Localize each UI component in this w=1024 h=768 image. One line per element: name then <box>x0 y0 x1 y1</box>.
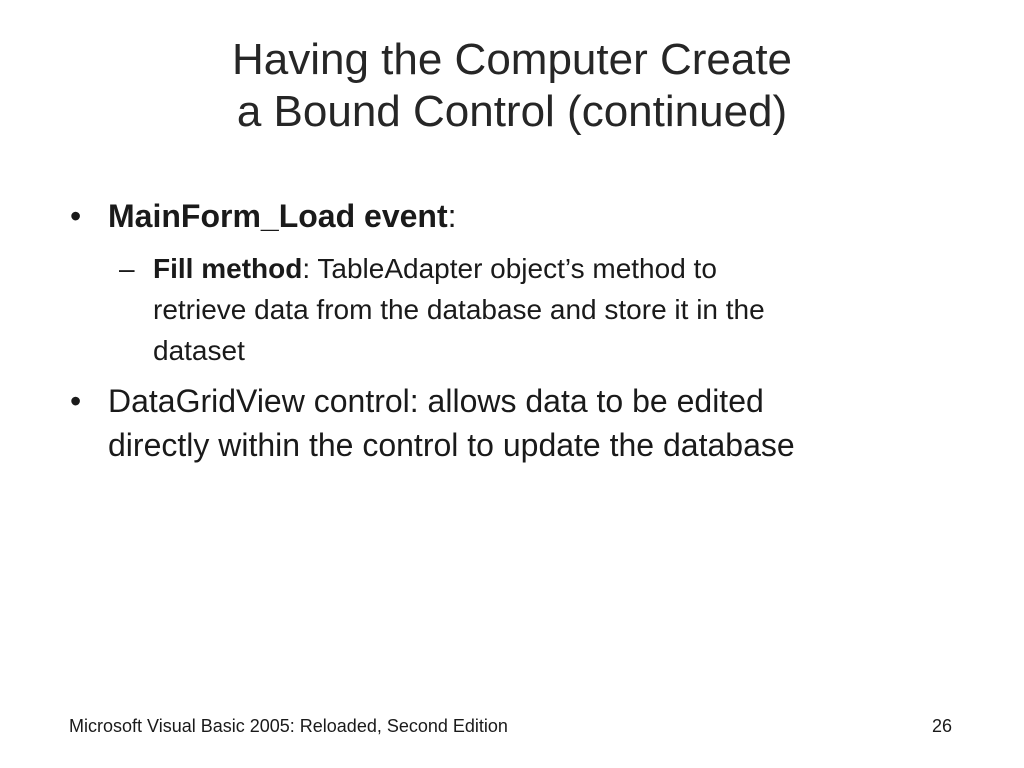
bullet-line-2: directly within the control to update the database <box>108 427 795 463</box>
page-number: 26 <box>932 716 953 736</box>
sub-bullet-line-2: retrieve data from the database and store it in the <box>153 294 765 325</box>
slide-title-line-1: Having the Computer Create <box>231 35 793 84</box>
slide-title-line-2: a Bound Control (continued) <box>236 87 788 136</box>
bullet-line-1: DataGridView control: allows data to be edited <box>108 383 764 419</box>
bullet-text: : <box>447 198 457 234</box>
sub-bullet-line-3: dataset <box>153 335 245 366</box>
sub-bullet-bold-text: Fill method <box>153 253 303 284</box>
footer-book-title: Microsoft Visual Basic 2005: Reloaded, Second Edition <box>69 716 508 736</box>
sub-bullet-marker: – <box>119 253 135 284</box>
sub-bullet-line-1 <box>153 248 933 289</box>
bullet-mainform-load <box>70 194 457 238</box>
bullet-bold-text: MainForm_Load event <box>108 198 448 234</box>
bullet-marker: • <box>70 383 82 419</box>
sub-bullet-text: : TableAdapter object’s method to <box>302 253 717 284</box>
slide-title <box>0 34 1024 138</box>
bullet-marker: • <box>70 198 82 234</box>
sub-bullet-fill-method <box>119 248 933 371</box>
bullet-datagridview <box>70 379 968 467</box>
